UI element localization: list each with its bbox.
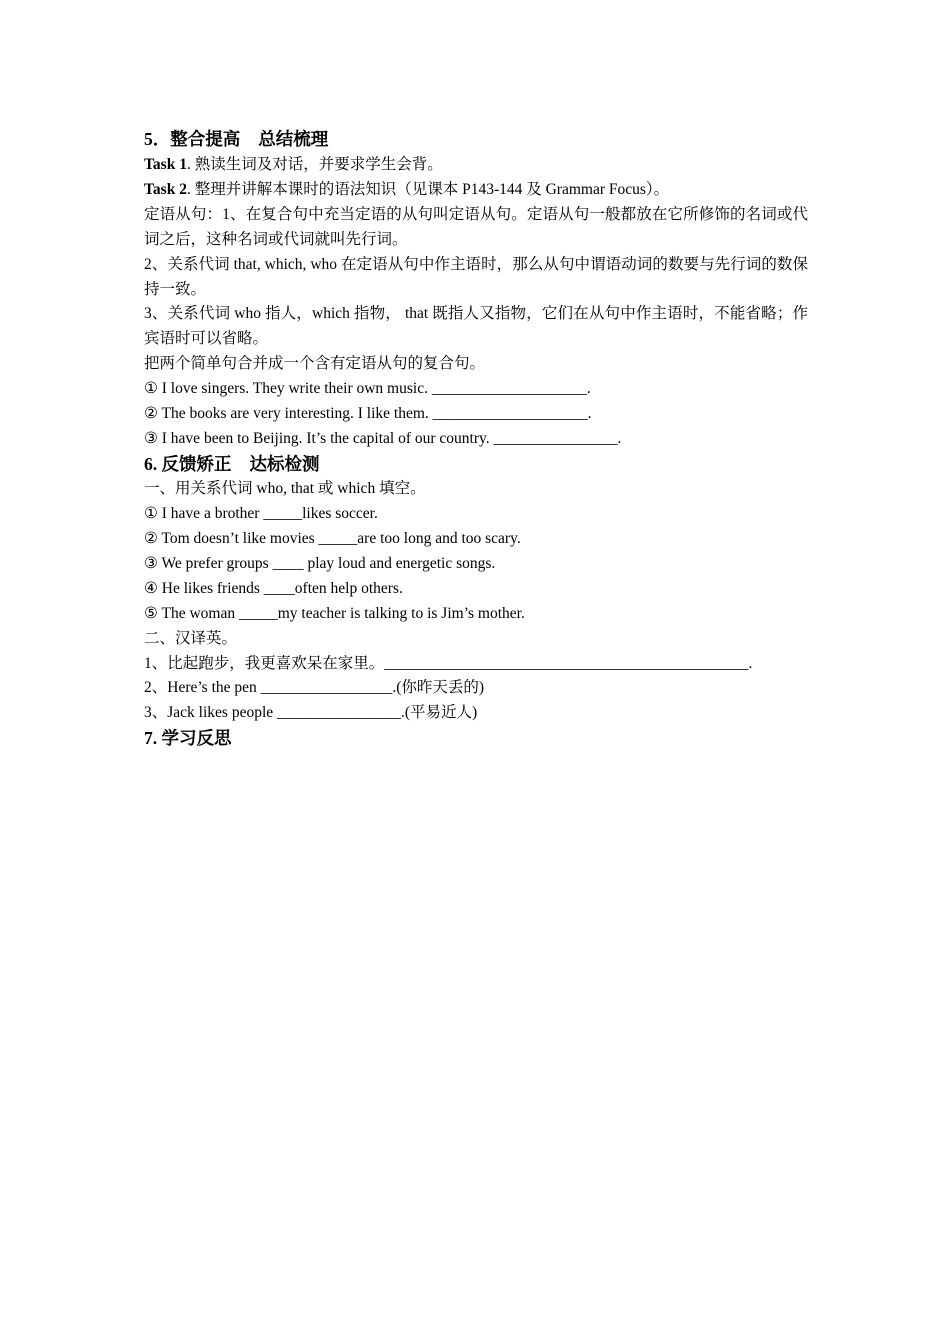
document-body: [144, 125, 808, 752]
section-6-heading: [144, 452, 808, 478]
translation-item: 3、Jack likes people ________________.(平易近人): [144, 704, 478, 722]
combine-item: ① I love singers. They write their own music. ____________________.: [144, 380, 591, 398]
combine-instruction: 把两个简单句合并成一个含有定语从句的复合句。: [144, 355, 486, 373]
fill-blank-instruction: 一、用关系代词 who, that 或 which 填空。: [144, 480, 426, 498]
task-1-text: . 熟读生词及对话，并要求学生会背。: [186, 156, 443, 173]
section-6-title-a: 6. 反馈矫正: [144, 453, 232, 474]
translation-item: 2、Here’s the pen _________________.(你昨天丢的): [144, 679, 485, 697]
fill-blank-item: ④ He likes friends ____often help others.: [144, 579, 403, 597]
fill-blank-item: ① I have a brother _____likes soccer.: [144, 505, 378, 523]
grammar-paragraph-2: 2、关系代词 that, which, who 在定语从句中作主语时，那么从句中谓语动词的数要与先行词的数保持一致。: [144, 255, 808, 298]
fill-blank-item: ② Tom doesn’t like movies _____are too long and too scary.: [144, 530, 521, 548]
translation-item: 1、比起跑步，我更喜欢呆在家里。_______________________________________________.: [144, 654, 753, 672]
fill-blank-item: ③ We prefer groups ____ play loud and energetic songs.: [144, 554, 496, 572]
combine-item: ③ I have been to Beijing. It’s the capital of our country. ________________.: [144, 429, 622, 447]
fill-blank-item: ⑤ The woman _____my teacher is talking to is Jim’s mother.: [144, 604, 525, 622]
section-5-title-a: 整合提高: [170, 129, 241, 149]
translation-instruction: 二、汉译英。: [144, 629, 238, 647]
task-2: [144, 178, 808, 203]
grammar-paragraph-1: 定语从句：1、在复合句中充当定语的从句叫定语从句。定语从句一般都放在它所修饰的名词或代词之后，这种名词或代词就叫先行词。: [144, 205, 808, 248]
section-7-heading: 7. 学习反思: [144, 728, 232, 749]
task-1: [144, 153, 808, 178]
section-5-title-b: 总结梳理: [258, 129, 329, 149]
task-1-label: Task 1: [144, 156, 187, 173]
grammar-paragraph-3: 3、关系代词 who 指人，which 指物， that 既指人又指物，它们在从句中作主语时，不能省略；作宾语时可以省略。: [144, 305, 808, 348]
section-5-heading: 5．整合提高 总结梳理: [144, 129, 329, 149]
combine-item: ② The books are very interesting. I like them. ____________________.: [144, 405, 592, 422]
task-2-label: Task 2: [144, 180, 187, 198]
section-6-title-b: 达标检测: [249, 453, 320, 474]
task-2-text: . 整理并讲解本课时的语法知识（见课本 P143-144 及 Grammar Focus）。: [186, 180, 670, 198]
